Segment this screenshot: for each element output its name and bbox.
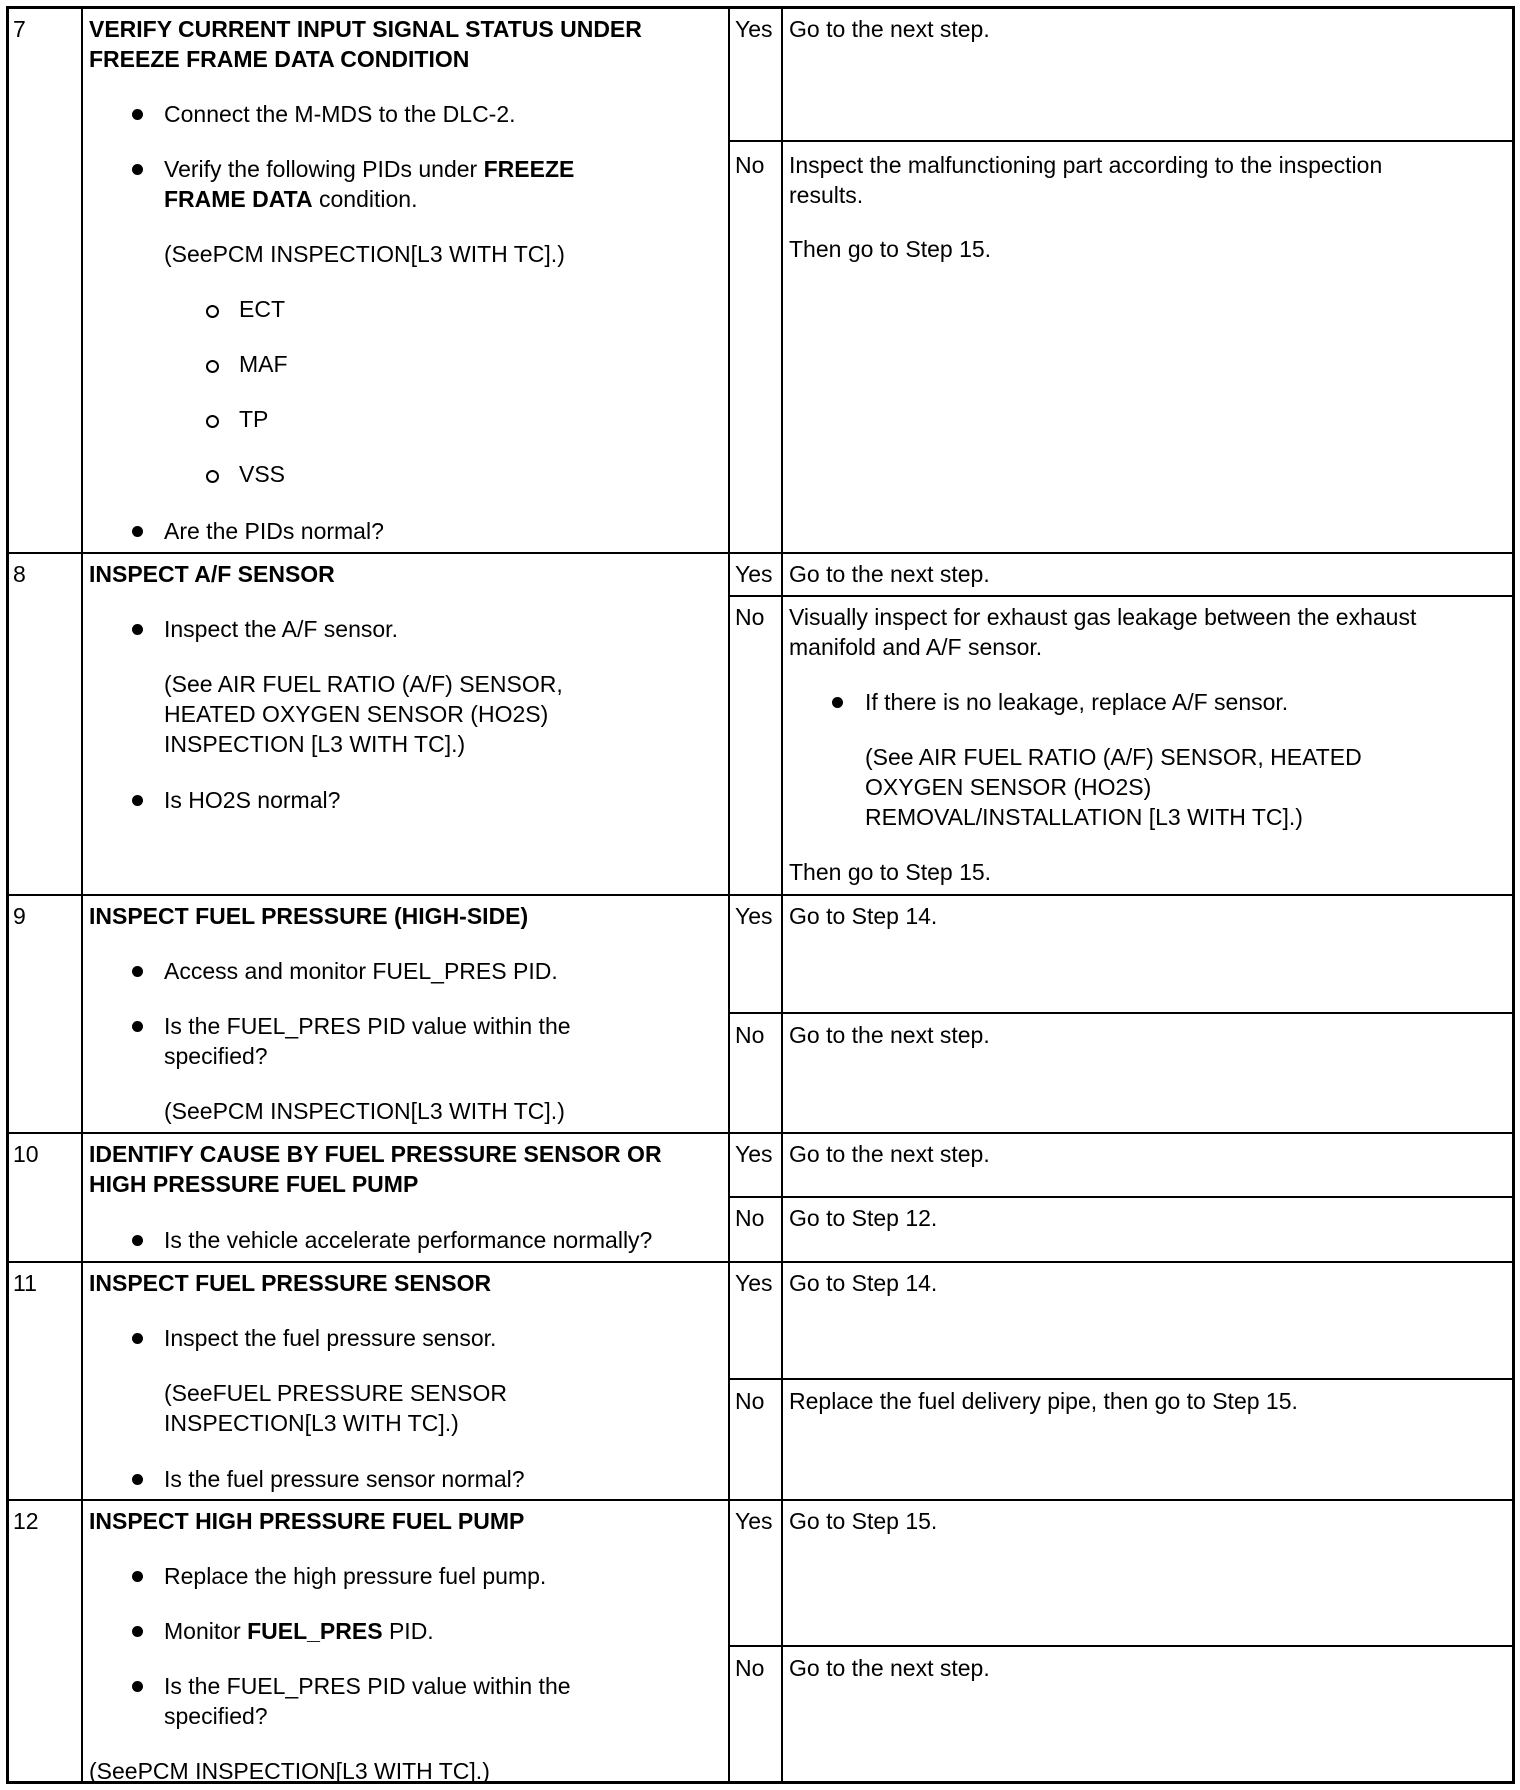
yes-no-divider: [728, 1012, 1515, 1014]
pid-item: TP: [239, 406, 269, 432]
bullet-icon: [132, 526, 143, 537]
action-text: Access and monitor FUEL_PRES PID.: [164, 958, 558, 984]
no-label: No: [735, 604, 765, 630]
bullet-icon: [132, 1235, 143, 1246]
reference-text: INSPECTION[L3 WITH TC].): [164, 1410, 459, 1436]
yes-label: Yes: [735, 561, 773, 587]
reference-text: (SeePCM INSPECTION[L3 WITH TC].): [164, 241, 565, 267]
yes-action: Go to Step 15.: [789, 1508, 938, 1534]
step-title-line: VERIFY CURRENT INPUT SIGNAL STATUS UNDER: [89, 16, 642, 42]
row-divider: [6, 1132, 1515, 1134]
yes-no-divider: [728, 1196, 1515, 1198]
step-title-line: FREEZE FRAME DATA CONDITION: [89, 46, 470, 72]
no-action-then: Then go to Step 15.: [789, 236, 992, 262]
no-label: No: [735, 152, 765, 178]
action-text: Inspect the fuel pressure sensor.: [164, 1325, 497, 1351]
yes-action: Go to the next step.: [789, 1141, 990, 1167]
no-label: No: [735, 1205, 765, 1231]
no-action-line: Inspect the malfunctioning part according to the inspection: [789, 152, 1383, 178]
no-action: Go to Step 12.: [789, 1205, 938, 1231]
sub-bullet-icon: [206, 305, 219, 318]
action-text: Replace the high pressure fuel pump.: [164, 1563, 547, 1589]
step-title: INSPECT HIGH PRESSURE FUEL PUMP: [89, 1508, 525, 1534]
bullet-icon: [132, 795, 143, 806]
action-text: Is the FUEL_PRES PID value within the: [164, 1673, 571, 1699]
sub-bullet-icon: [206, 470, 219, 483]
yes-label: Yes: [735, 1508, 773, 1534]
bullet-icon: [132, 1681, 143, 1692]
yes-action: Go to Step 14.: [789, 1270, 938, 1296]
no-action: Go to the next step.: [789, 1022, 990, 1048]
pid-item: MAF: [239, 351, 288, 377]
action-text: Is HO2S normal?: [164, 787, 341, 813]
step-number: 10: [13, 1141, 39, 1167]
step-title: INSPECT FUEL PRESSURE (HIGH-SIDE): [89, 903, 529, 929]
bullet-icon: [132, 164, 143, 175]
reference-text: (SeePCM INSPECTION[L3 WITH TC].): [164, 1098, 565, 1124]
row-divider: [6, 1499, 1515, 1501]
yes-action: Go to Step 14.: [789, 903, 938, 929]
action-text: specified?: [164, 1703, 268, 1729]
sub-bullet-icon: [206, 360, 219, 373]
step-number: 8: [13, 561, 26, 587]
yes-label: Yes: [735, 16, 773, 42]
reference-text: HEATED OXYGEN SENSOR (HO2S): [164, 701, 549, 727]
no-action-line: Visually inspect for exhaust gas leakage between the exhaust: [789, 604, 1417, 630]
step-title: INSPECT A/F SENSOR: [89, 561, 335, 587]
no-label: No: [735, 1388, 765, 1414]
bullet-icon: [132, 1021, 143, 1032]
step-title-line: IDENTIFY CAUSE BY FUEL PRESSURE SENSOR OR: [89, 1141, 662, 1167]
action-text: Monitor FUEL_PRES PID.: [164, 1618, 434, 1644]
no-action-line: manifold and A/F sensor.: [789, 634, 1043, 660]
action-text: Is the vehicle accelerate performance normally?: [164, 1227, 653, 1253]
reference-text: (SeePCM INSPECTION[L3 WITH TC].): [89, 1758, 490, 1784]
sub-bullet-icon: [206, 415, 219, 428]
pid-item: ECT: [239, 296, 285, 322]
step-number: 12: [13, 1508, 39, 1534]
reference-text: (See AIR FUEL RATIO (A/F) SENSOR,: [164, 671, 563, 697]
step-title-line: HIGH PRESSURE FUEL PUMP: [89, 1171, 419, 1197]
bullet-icon: [132, 1571, 143, 1582]
reference-text: (See AIR FUEL RATIO (A/F) SENSOR, HEATED: [865, 744, 1362, 770]
action-text: Are the PIDs normal?: [164, 518, 384, 544]
bullet-icon: [132, 624, 143, 635]
yes-no-divider: [728, 1645, 1515, 1647]
action-text: FRAME DATA condition.: [164, 186, 418, 212]
step-number: 9: [13, 903, 26, 929]
reference-text: REMOVAL/INSTALLATION [L3 WITH TC].): [865, 804, 1303, 830]
reference-text: (SeeFUEL PRESSURE SENSOR: [164, 1380, 507, 1406]
yes-no-divider: [728, 1378, 1515, 1380]
action-text: Is the fuel pressure sensor normal?: [164, 1466, 525, 1492]
step-number: 11: [13, 1270, 37, 1296]
step-title: INSPECT FUEL PRESSURE SENSOR: [89, 1270, 492, 1296]
yes-no-divider: [728, 595, 1515, 597]
bullet-icon: [132, 109, 143, 120]
yes-action: Go to the next step.: [789, 16, 990, 42]
yes-label: Yes: [735, 1141, 773, 1167]
no-action-line: results.: [789, 182, 864, 208]
row-divider: [6, 552, 1515, 554]
bullet-icon: [132, 1626, 143, 1637]
row-divider: [6, 894, 1515, 896]
reference-text: OXYGEN SENSOR (HO2S): [865, 774, 1152, 800]
action-text: Connect the M-MDS to the DLC-2.: [164, 101, 516, 127]
yes-action: Go to the next step.: [789, 561, 990, 587]
no-action: Replace the fuel delivery pipe, then go to Step 15.: [789, 1388, 1298, 1414]
reference-text: INSPECTION [L3 WITH TC].): [164, 731, 466, 757]
yes-label: Yes: [735, 1270, 773, 1296]
yes-no-divider: [728, 140, 1515, 142]
bullet-icon: [132, 1474, 143, 1485]
bullet-icon: [132, 1333, 143, 1344]
yes-label: Yes: [735, 903, 773, 929]
action-text: Is the FUEL_PRES PID value within the: [164, 1013, 571, 1039]
bullet-icon: [132, 966, 143, 977]
bullet-icon: [832, 697, 843, 708]
action-text: specified?: [164, 1043, 268, 1069]
action-text: Inspect the A/F sensor.: [164, 616, 398, 642]
pid-item: VSS: [239, 461, 286, 487]
row-divider: [6, 1261, 1515, 1263]
action-text: Verify the following PIDs under FREEZE: [164, 156, 575, 182]
no-action-bullet: If there is no leakage, replace A/F sensor.: [865, 689, 1289, 715]
no-action-then: Then go to Step 15.: [789, 859, 992, 885]
no-label: No: [735, 1022, 765, 1048]
no-action: Go to the next step.: [789, 1655, 990, 1681]
no-label: No: [735, 1655, 765, 1681]
step-number: 7: [13, 16, 26, 42]
